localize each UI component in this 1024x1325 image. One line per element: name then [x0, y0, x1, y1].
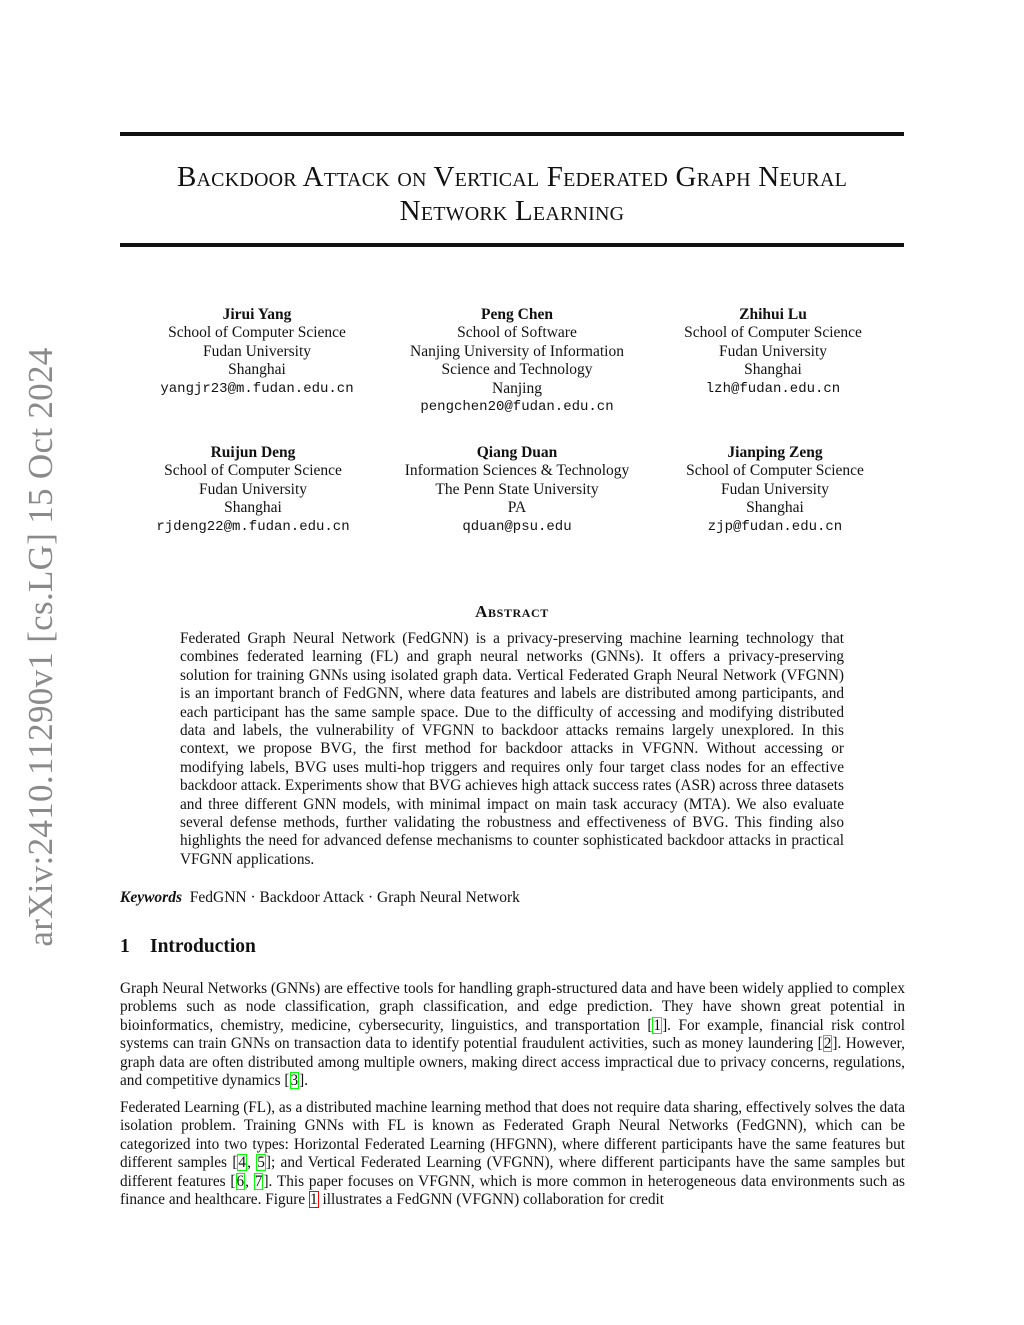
- paragraph-text: ,: [247, 1154, 257, 1172]
- section-number: 1: [120, 936, 130, 957]
- author-name: Jirui Yang: [222, 306, 292, 323]
- citation-link[interactable]: 3: [290, 1072, 299, 1090]
- section-heading: [120, 936, 256, 958]
- citation-link[interactable]: 1: [653, 1016, 662, 1034]
- author-block: [127, 306, 387, 398]
- author-affiliation-line: Shanghai: [224, 499, 282, 517]
- section-title: Introduction: [150, 936, 256, 957]
- intro-paragraph-2: [120, 1099, 905, 1209]
- author-email[interactable]: yangjr23@m.fudan.edu.cn: [160, 380, 354, 397]
- author-affiliation-line: Fudan University: [198, 480, 308, 498]
- title-line-1: Backdoor Attack on Vertical Federated Graph Neural: [176, 161, 848, 193]
- title-line-2: Network Learning: [399, 195, 625, 227]
- author-affiliation-line: Fudan University: [718, 342, 828, 360]
- paragraph-text: Federated Learning (FL), as a distributed machine learning method that does not require data sharing, effectively solves the data isolation problem. Training GNNs with FL is known as Federated Graph Neural Networks (FedGNN), which can be categorized into two types: Horizontal Federated Learning (HFGNN), where different participants have the same features but different samples [: [120, 1099, 905, 1172]
- author-block: [643, 306, 903, 398]
- paper-title: [120, 160, 904, 228]
- citation-link[interactable]: 7: [254, 1172, 263, 1190]
- author-affiliation-line: Nanjing: [492, 379, 542, 397]
- author-affiliation-line: School of Computer Science: [168, 324, 346, 342]
- arxiv-stamp-text: arXiv:2410.11290v1 [cs.LG] 15 Oct 2024: [21, 347, 60, 947]
- citation-link[interactable]: 2: [823, 1035, 832, 1053]
- author-name: Jianping Zeng: [727, 444, 823, 461]
- arxiv-stamp: [0, 347, 82, 947]
- paragraph-text: ].: [299, 1072, 309, 1090]
- author-affiliation-line: School of Software: [457, 324, 577, 342]
- author-block: [387, 306, 647, 416]
- author-name: Peng Chen: [481, 306, 553, 323]
- keywords-label: Keywords: [120, 889, 182, 906]
- citation-link[interactable]: 5: [257, 1154, 265, 1172]
- paragraph-text: illustrates a FedGNN (VFGNN) collaboration for credit: [318, 1191, 665, 1209]
- paragraph-text: ,: [245, 1172, 254, 1190]
- title-rule-bottom: [120, 243, 904, 247]
- keywords-items: FedGNN · Backdoor Attack · Graph Neural Network: [189, 889, 520, 906]
- author-affiliation-line: Nanjing University of Information: [410, 342, 624, 360]
- citation-link[interactable]: 6: [236, 1172, 245, 1190]
- abstract-heading: Abstract: [475, 602, 549, 621]
- author-affiliation-line: Information Sciences & Technology: [404, 462, 630, 480]
- author-affiliation-line: The Penn State University: [435, 480, 599, 498]
- author-email[interactable]: qduan@psu.edu: [462, 518, 572, 535]
- author-email[interactable]: zjp@fudan.edu.cn: [707, 518, 843, 535]
- author-name: Ruijun Deng: [210, 444, 296, 461]
- author-affiliation-line: Fudan University: [720, 480, 830, 498]
- author-email[interactable]: rjdeng22@m.fudan.edu.cn: [156, 518, 350, 535]
- author-name: Qiang Duan: [476, 444, 558, 461]
- author-affiliation-line: School of Computer Science: [686, 462, 864, 480]
- author-affiliation-line: School of Computer Science: [684, 324, 862, 342]
- title-rule-top: [120, 132, 904, 136]
- citation-link[interactable]: 4: [238, 1154, 247, 1172]
- author-block: [387, 444, 647, 536]
- keywords-line: [120, 889, 520, 907]
- abstract-body: Federated Graph Neural Network (FedGNN) is a privacy-preserving machine learning technology that combines federated learning (FL) and graph neural networks (GNNs). It offers a privacy-preserving solution for training GNNs using isolated graph data. Vertical Federated Graph Neural Network (VFGNN) is an important branch of FedGNN, where data features and labels are distributed among participants, and each participant has the same sample space. Due to the difficulty of accessing and modifying distributed data and labels, the vulnerability of VFGNN to backdoor attacks remains largely unexplored. In this context, we propose BVG, the first method for backdoor attacks in VFGNN. Without accessing or modifying labels, BVG uses multi-hop triggers and requires only four target class nodes for an effective backdoor attack. Experiments show that BVG achieves high attack success rates (ASR) across three datasets and three different GNN models, with minimal impact on main task accuracy (MTA). We also evaluate several defense methods, further validating the robustness and effectiveness of BVG. This finding also highlights the need for advanced defense mechanisms to counter sophisticated backdoor attacks in practical VFGNN applications.: [180, 630, 844, 868]
- author-affiliation-line: Fudan University: [202, 342, 312, 360]
- intro-paragraph-1: [120, 980, 905, 1090]
- author-name: Zhihui Lu: [739, 306, 807, 323]
- author-affiliation-line: Shanghai: [746, 499, 804, 517]
- author-affiliation-line: Shanghai: [744, 361, 802, 379]
- author-email[interactable]: pengchen20@fudan.edu.cn: [420, 399, 614, 416]
- paragraph-text: ]. This paper focuses on VFGNN, which is more common in heterogeneous data environments such as finance and healthcare. Figure: [120, 1172, 905, 1209]
- paragraph-text: ]. For example, financial risk control systems can train GNNs on transaction data to identify potential fraudulent activities, such as money laundering [: [120, 1016, 905, 1053]
- author-block: [123, 444, 383, 536]
- author-affiliation-line: Science and Technology: [441, 361, 593, 379]
- paragraph-text: Graph Neural Networks (GNNs) are effective tools for handling graph-structured data and have been widely applied to complex problems such as node classification, graph classification, and edge prediction. They have shown great potential in bioinformatics, chemistry, medicine, cybersecurity, linguistics, and transportation [: [120, 980, 905, 1034]
- paragraph-text: ]. However, graph data are often distributed among multiple owners, making direct access impractical due to privacy concerns, regulations, and competitive dynamics [: [120, 1035, 905, 1090]
- paragraph-text: ]; and Vertical Federated Learning (VFGNN), where different participants have the same samples but different features [: [120, 1154, 906, 1190]
- author-block: [645, 444, 905, 536]
- figure-reference-link[interactable]: 1: [310, 1191, 318, 1209]
- author-email[interactable]: lzh@fudan.edu.cn: [705, 380, 841, 397]
- author-affiliation-line: School of Computer Science: [164, 462, 342, 480]
- author-affiliation-line: PA: [507, 499, 527, 517]
- author-affiliation-line: Shanghai: [228, 361, 286, 379]
